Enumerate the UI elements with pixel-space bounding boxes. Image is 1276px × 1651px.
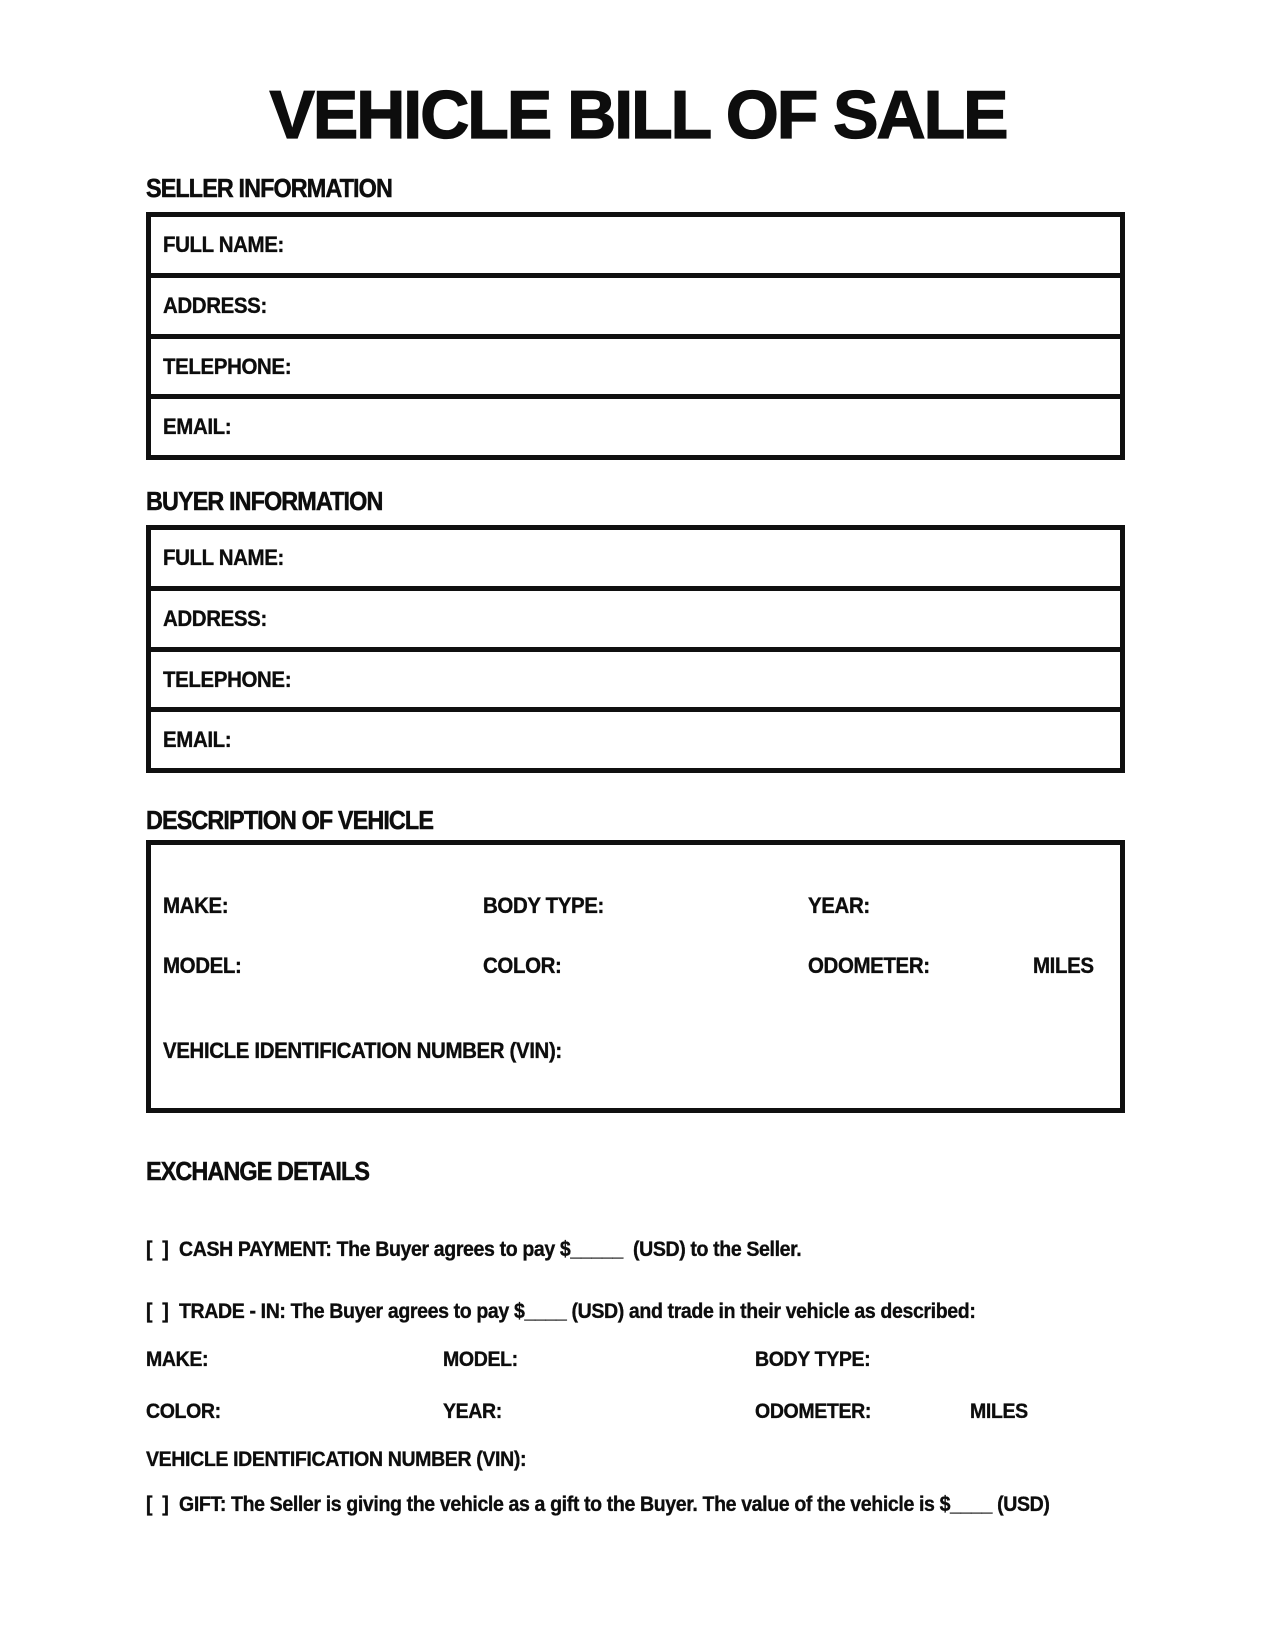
- vehicle-color-field[interactable]: [567, 952, 808, 980]
- exchange-section-heading: EXCHANGE DETAILS: [146, 1156, 370, 1186]
- cash-payment-text: CASH PAYMENT: The Buyer agrees to pay $_____ (USD) to the Seller.: [179, 1238, 802, 1261]
- seller-telephone-label: TELEPHONE:: [163, 353, 292, 379]
- vehicle-description-box: [146, 840, 1125, 1113]
- trade-odometer-label: ODOMETER:: [755, 1400, 872, 1423]
- seller-address-label: ADDRESS:: [163, 292, 267, 318]
- vehicle-year-field[interactable]: [874, 892, 1110, 920]
- seller-full-name-field[interactable]: [293, 217, 1120, 273]
- vehicle-vin-field[interactable]: [592, 1037, 1110, 1065]
- trade-in-checkbox[interactable]: [ ]: [146, 1300, 169, 1323]
- trade-year-field[interactable]: [506, 1399, 755, 1425]
- seller-address-field[interactable]: [275, 278, 1120, 334]
- seller-email-field[interactable]: [236, 399, 1120, 455]
- trade-model-field[interactable]: [523, 1347, 755, 1373]
- table-row: [151, 273, 1120, 334]
- trade-color-label: COLOR:: [146, 1400, 221, 1423]
- cash-payment-checkbox[interactable]: [ ]: [146, 1238, 169, 1261]
- cash-payment-option: [146, 1237, 1125, 1263]
- trade-body-type-field[interactable]: [879, 1347, 1125, 1373]
- trade-color-field[interactable]: [226, 1399, 443, 1425]
- buyer-address-field[interactable]: [275, 591, 1120, 647]
- trade-model-label: MODEL:: [443, 1348, 518, 1371]
- table-row: [163, 1037, 1110, 1065]
- gift-text: GIFT: The Seller is giving the vehicle as a gift to the Buyer. The value of the vehicle is $____ (USD): [179, 1493, 1050, 1516]
- table-row: [163, 892, 1110, 920]
- vehicle-section-heading: DESCRIPTION OF VEHICLE: [146, 805, 434, 835]
- buyer-telephone-label: TELEPHONE:: [163, 666, 292, 692]
- buyer-info-box: [146, 525, 1125, 773]
- buyer-email-label: EMAIL:: [163, 727, 232, 753]
- table-row: [163, 952, 1110, 980]
- trade-miles-unit-label: MILES: [970, 1400, 1028, 1423]
- table-row: [151, 334, 1120, 395]
- vehicle-miles-unit-label: MILES: [1033, 953, 1094, 978]
- vehicle-year-label: YEAR:: [808, 893, 870, 918]
- table-row: [151, 647, 1120, 708]
- gift-option: [146, 1492, 1125, 1518]
- vehicle-body-type-field[interactable]: [613, 892, 808, 920]
- vehicle-make-field[interactable]: [233, 892, 483, 920]
- trade-year-label: YEAR:: [443, 1400, 502, 1423]
- table-row: [146, 1347, 1125, 1373]
- table-row: [151, 530, 1120, 586]
- vehicle-odometer-field[interactable]: [939, 952, 1033, 980]
- trade-vin-field[interactable]: [555, 1447, 1125, 1473]
- buyer-full-name-label: FULL NAME:: [163, 545, 284, 571]
- vehicle-color-label: COLOR:: [483, 953, 562, 978]
- trade-in-text: TRADE - IN: The Buyer agrees to pay $____ (USD) and trade in their vehicle as described:: [179, 1300, 976, 1323]
- buyer-full-name-field[interactable]: [293, 530, 1120, 586]
- seller-email-label: EMAIL:: [163, 414, 232, 440]
- trade-body-type-label: BODY TYPE:: [755, 1348, 871, 1371]
- seller-info-box: [146, 212, 1125, 460]
- gift-checkbox[interactable]: [ ]: [146, 1493, 169, 1516]
- buyer-email-field[interactable]: [236, 712, 1120, 768]
- trade-vin-label: VEHICLE IDENTIFICATION NUMBER (VIN):: [146, 1448, 527, 1471]
- table-row: [151, 394, 1120, 455]
- table-row: [151, 586, 1120, 647]
- buyer-address-label: ADDRESS:: [163, 605, 267, 631]
- seller-section-heading: SELLER INFORMATION: [146, 173, 392, 203]
- trade-in-option: [146, 1299, 1125, 1325]
- buyer-telephone-field[interactable]: [301, 652, 1120, 708]
- vehicle-vin-label: VEHICLE IDENTIFICATION NUMBER (VIN):: [163, 1038, 562, 1063]
- seller-telephone-field[interactable]: [301, 339, 1120, 395]
- vehicle-body-type-label: BODY TYPE:: [483, 893, 604, 918]
- document-title: VEHICLE BILL OF SALE: [269, 77, 1007, 153]
- vehicle-make-label: MAKE:: [163, 893, 229, 918]
- trade-make-field[interactable]: [213, 1347, 443, 1373]
- table-row: [151, 707, 1120, 768]
- trade-odometer-field[interactable]: [880, 1399, 970, 1425]
- vehicle-model-label: MODEL:: [163, 953, 242, 978]
- table-row: [146, 1399, 1125, 1425]
- vehicle-odometer-label: ODOMETER:: [808, 953, 930, 978]
- table-row: [151, 217, 1120, 273]
- trade-make-label: MAKE:: [146, 1348, 209, 1371]
- table-row: [146, 1447, 1125, 1473]
- seller-full-name-label: FULL NAME:: [163, 232, 284, 258]
- vehicle-model-field[interactable]: [247, 952, 483, 980]
- buyer-section-heading: BUYER INFORMATION: [146, 486, 383, 516]
